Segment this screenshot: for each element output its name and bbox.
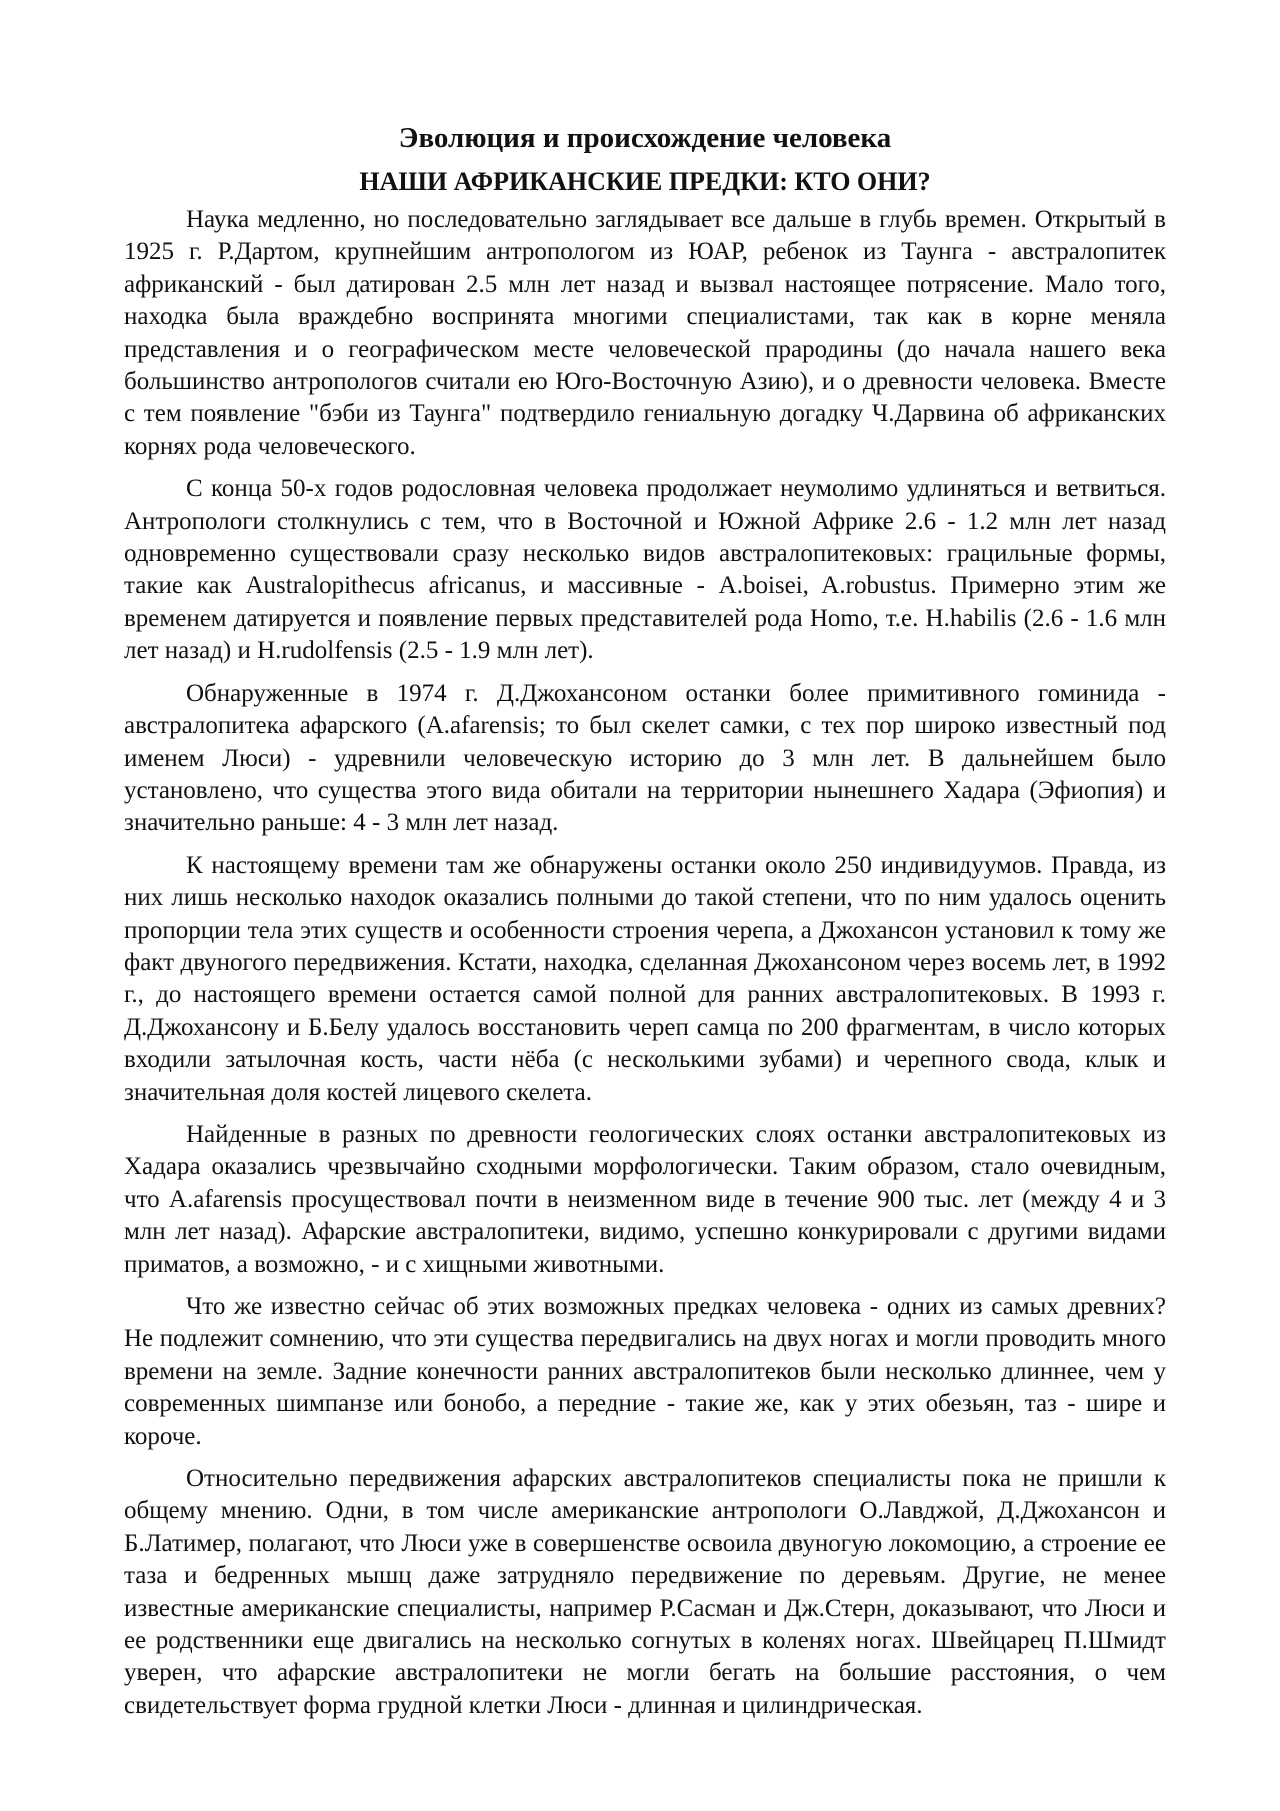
paragraph-6: Что же известно сейчас об этих возможных предках человека - одних из самых древних? Не подлежит сомнению, что эти существа передвигались на двух ногах и могли проводить много времени на земле. Задние конечности ранних австралопитеков были несколько длиннее, чем у современных шимпанзе или бонобо, а передние - такие же, как у этих обезьян, таз - шире и короче. (124, 1293, 1166, 1450)
paragraph-4: К настоящему времени там же обнаружены останки около 250 индивидуумов. Правда, из них лишь несколько находок оказались полными до такой степени, что по ним удалось оценить пропорции тела этих существ и особенности строения черепа, а Джохансон установил к тому же факт двуногого передвижения. Кстати, находка, сделанная Джохансоном через восемь лет, в 1992 г., до настоящего времени остается самой полной для ранних австралопитековых. В 1993 г. Д.Джохансону и Б.Белу удалось восстановить череп самца по 200 фрагментам, в число которых входили затылочная кость, части нёба (с несколькими зубами) и черепного свода, клык и значительная доля костей лицевого скелета. (124, 851, 1166, 1106)
paragraph-2: С конца 50-х годов родословная человека продолжает неумолимо удлиняться и ветвиться. Антропологи столкнулись с тем, что в Восточной и Южной Африке 2.6 - 1.2 млн лет назад одновременно существовали сразу несколько видов австралопитековых: грацильные формы, такие как Australopithecus africanus, и массивные - A.boisei, A.robustus. Примерно этим же временем датируется и появление первых представителей рода Homo, т.е. H.habilis (2.6 - 1.6 млн лет назад) и H.rudolfensis (2.5 - 1.9 млн лет). (124, 475, 1166, 665)
paragraph-3: Обнаруженные в 1974 г. Д.Джохансоном останки более примитивного гоминида - австралопитека афарского (A.afarensis; то был скелет самки, с тех пор широко известный под именем Люси) - удревнили человеческую историю до 3 млн лет. В дальнейшем было установлено, что существа этого вида обитали на территории нынешнего Хадара (Эфиопия) и значительно раньше: 4 - 3 млн лет назад. (124, 679, 1166, 837)
paragraph-7: Относительно передвижения афарских австралопитеков специалисты пока не пришли к общему мнению. Одни, в том числе американские антропологи О.Лавджой, Д.Джохансон и Б.Латимер, полагают, что Люси уже в совершенстве освоила двуногую локомоцию, а строение ее таза и бедренных мышц даже затрудняло передвижение по деревьям. Другие, не менее известные американские специалисты, например Р.Сасман и Дж.Стерн, доказывают, что Люси и ее родственники еще двигались на несколько согнутых в коленях ногах. Швейцарец П.Шмидт уверен, что афарские австралопитеки не могли бегать на большие расстояния, о чем свидетельствует форма грудной клетки Люси - длинная и цилиндрическая. (124, 1465, 1166, 1719)
document-title: Эволюция и происхождение человека (398, 122, 892, 154)
paragraph-1: Наука медленно, но последовательно заглядывает все дальше в глубь времен. Открытый в 1925 г. Р.Дартом, крупнейшим антропологом из ЮАР, ребенок из Таунга - австралопитек африканский - был датирован 2.5 млн лет назад и вызвал настоящее потрясение. Мало того, находка была враждебно воспринята многими специалистами, так как в корне меняла представления и о географическом месте человеческой прародины (до начала нашего века большинство антропологов считали ею Юго-Восточную Азию), и о древности человека. Вместе с тем появление "бэби из Таунга" подтвердило гениальную догадку Ч.Дарвина об африканских корнях рода человеческого. (124, 206, 1166, 460)
document-subtitle: НАШИ АФРИКАНСКИЕ ПРЕДКИ: КТО ОНИ? (359, 167, 931, 196)
document-page (124, 118, 1166, 1732)
paragraph-5: Найденные в разных по древности геологических слоях останки австралопитековых из Хадара оказались чрезвычайно сходными морфологически. Таким образом, стало очевидным, что A.afarensis просуществовал почти в неизменном виде в течение 900 тыс. лет (между 4 и 3 млн лет назад). Афарские австралопитеки, видимо, успешно конкурировали с другими видами приматов, а возможно, - и с хищными животными. (124, 1120, 1166, 1278)
